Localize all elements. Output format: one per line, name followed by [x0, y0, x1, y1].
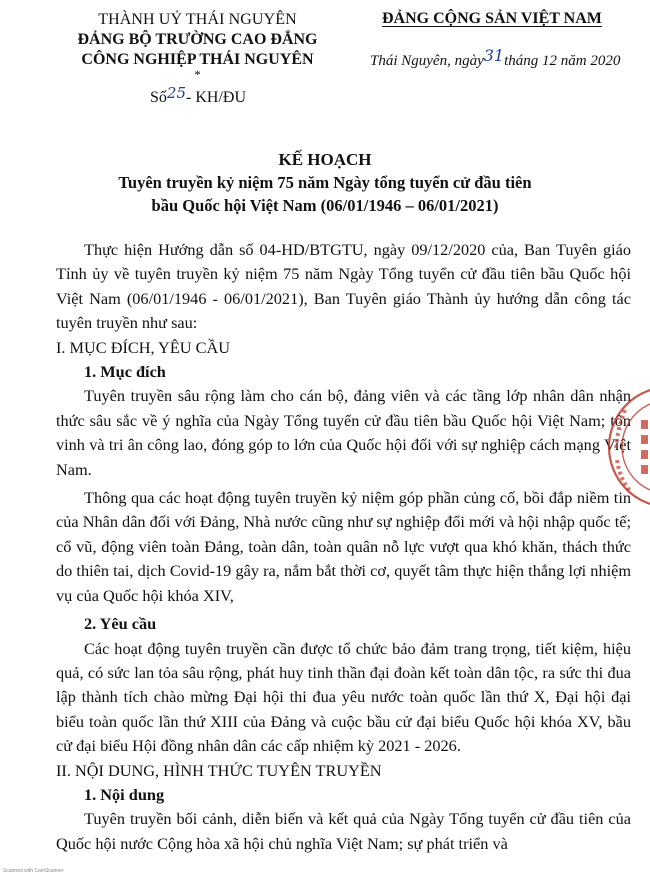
subsection-purpose: 1. Mục đích	[84, 362, 166, 382]
place-date	[370, 46, 640, 70]
doc-no-suffix: - KH/ĐU	[186, 89, 246, 106]
date-prefix: Thái Nguyên, ngày	[370, 53, 484, 69]
party-name: ĐẢNG CỘNG SẢN VIỆT NAM	[382, 10, 602, 27]
document-title	[0, 148, 650, 217]
document-number	[150, 84, 246, 107]
title-line-3: bầu Quốc hội Việt Nam (06/01/1946 – 06/01/2021)	[151, 196, 499, 215]
doc-no-handwritten: 25	[166, 84, 186, 102]
title-line-2: Tuyên truyền kỷ niệm 75 năm Ngày tổng tuyển cử đầu tiên	[118, 173, 532, 192]
org-line-3: CÔNG NGHIỆP THÁI NGUYÊN	[81, 51, 314, 68]
issuing-organization	[60, 10, 335, 80]
document-body	[56, 238, 631, 856]
title-main: KẾ HOẠCH	[278, 150, 372, 169]
date-suffix: tháng 12 năm 2020	[504, 53, 621, 69]
org-star: *	[194, 67, 201, 82]
content-paragraph: Tuyên truyền bối cảnh, diễn biến và kết quả của Ngày Tổng tuyển cử đầu tiên của Quốc hội nước Cộng hòa xã hội chủ nghĩa Việt Nam; sự phát triển và	[56, 809, 631, 853]
red-seal-stamp	[603, 380, 650, 515]
intro-paragraph: Thực hiện Hướng dẫn số 04-HD/BTGTU, ngày 09/12/2020 của, Ban Tuyên giáo Tỉnh ủy về tuyên truyền kỷ niệm 75 năm Ngày Tổng tuyển cử đầu tiên bầu Quốc hội Việt Nam (06/01/1946 - 06/01/2021), Ban Tuyên giáo Thành ủy hướng dẫn công tác tuyên truyền như sau:	[56, 240, 631, 333]
purpose-paragraph-1: Tuyên truyền sâu rộng làm cho cán bộ, đảng viên và các tầng lớp nhân dân nhận thức sâu sắc về ý nghĩa của Ngày Tổng tuyển cử đầu tiên bầu Quốc hội Việt Nam; tôn vinh và tri ân công lao, đóng góp to lớn của Quốc hội đối với sự nghiệp cách mạng Việt Nam.	[56, 386, 631, 479]
scanner-watermark: Scanned with CamScanner	[3, 868, 64, 874]
requirements-paragraph: Các hoạt động tuyên truyền cần được tổ chức bảo đảm trang trọng, tiết kiệm, hiệu quả, có sức lan tỏa sâu rộng, phát huy tinh thần đại đoàn kết toàn dân tộc, ra sức thi đua lập thành tích chào mừng Đại hội thi đua yêu nước toàn quốc lần thứ X, Đại hội đại biểu toàn quốc lần thứ XIII của Đảng và cuộc bầu cử đại biểu Quốc hội khóa XV, bầu cử đại biểu Hội đồng nhân dân các cấp nhiệm kỳ 2021 - 2026.	[56, 638, 631, 756]
date-day-handwritten: 31	[483, 46, 505, 65]
org-line-1: THÀNH UỶ THÁI NGUYÊN	[98, 11, 297, 28]
subsection-content: 1. Nội dung	[84, 784, 165, 804]
subsection-requirements: 2. Yêu cầu	[84, 614, 157, 634]
party-header	[370, 10, 640, 70]
purpose-paragraph-2: Thông qua các hoạt động tuyên truyền kỷ niệm góp phần củng cố, bồi đắp niềm tin của Nhân dân đối với Đảng, Nhà nước cũng như sự nghiệp đổi mới và hội nhập quốc tế; cổ vũ, động viên toàn Đảng, toàn dân, toàn quân nỗ lực vượt qua khó khăn, thách thức do thiên tai, dịch Covid-19 gây ra, nắm bắt thời cơ, quyết tâm thực hiện thắng lợi nhiệm vụ của Quốc hội khóa XIV,	[56, 488, 631, 605]
section-2-heading: II. NỘI DUNG, HÌNH THỨC TUYÊN TRUYỀN	[56, 760, 382, 780]
doc-no-prefix: Số	[150, 89, 167, 106]
org-line-2: ĐẢNG BỘ TRƯỜNG CAO ĐẲNG	[77, 31, 318, 48]
section-1-heading: I. MỤC ĐÍCH, YÊU CẦU	[56, 337, 230, 357]
